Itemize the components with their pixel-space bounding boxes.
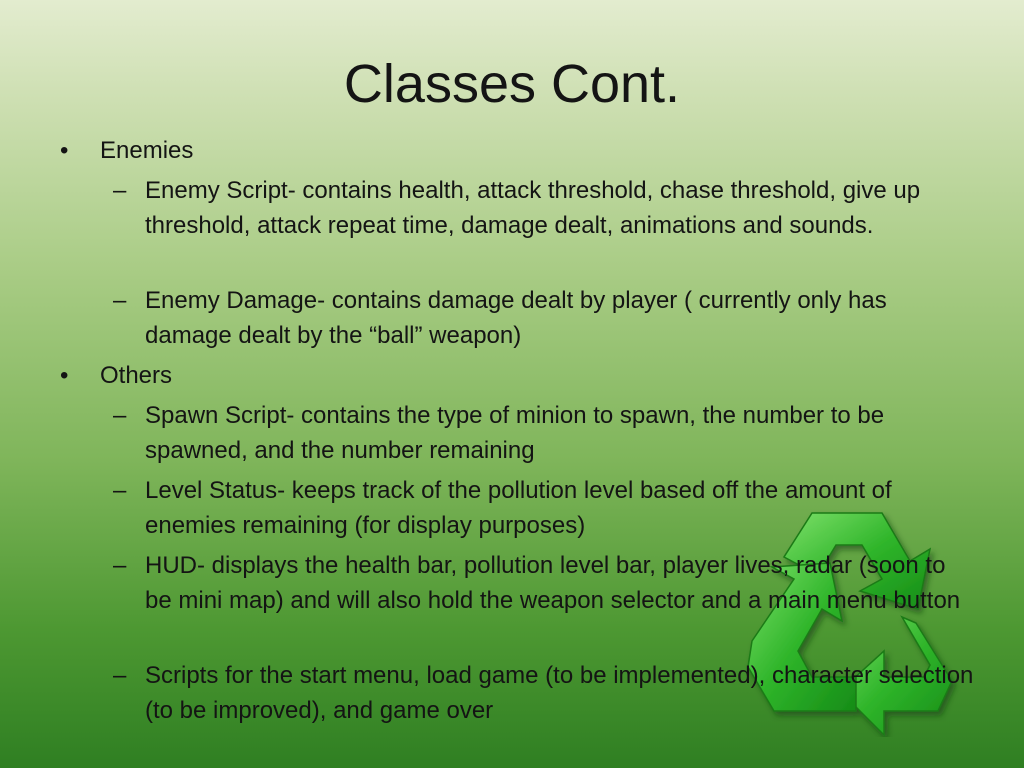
dash-glyph: – bbox=[113, 287, 127, 314]
bullet-others: Others bbox=[100, 362, 173, 389]
sub-item-enemy-damage: Enemy Damage- contains damage dealt by player ( currently only has damage dealt by the “ball” weapon) bbox=[145, 287, 887, 349]
sub-item-level-status: Level Status- keeps track of the pollution level based off the amount of enemies remaining (for display purposes) bbox=[145, 477, 892, 539]
sub-item-scripts: Scripts for the start menu, load game (to be implemented), character selection (to be improved), and game over bbox=[145, 662, 974, 724]
dash-glyph: – bbox=[113, 552, 127, 579]
sub-item-spawn-script: Spawn Script- contains the type of minion to spawn, the number to be spawned, and the number remaining bbox=[145, 402, 885, 464]
sub-item-enemy-script: Enemy Script- contains health, attack threshold, chase threshold, give up threshold, attack repeat time, damage dealt, animations and sounds. bbox=[145, 177, 921, 239]
bullet-enemies: Enemies bbox=[100, 137, 194, 164]
bullet-glyph: • bbox=[60, 362, 69, 389]
dash-glyph: – bbox=[113, 477, 127, 504]
dash-glyph: – bbox=[113, 402, 127, 429]
sub-item-hud: HUD- displays the health bar, pollution level bar, player lives, radar (soon to be mini map) and will also hold the weapon selector and a main menu button bbox=[145, 552, 961, 614]
dash-glyph: – bbox=[113, 662, 127, 689]
dash-glyph: – bbox=[113, 177, 127, 204]
bullet-glyph: • bbox=[60, 137, 69, 164]
slide-title: Classes Cont. bbox=[343, 54, 681, 114]
